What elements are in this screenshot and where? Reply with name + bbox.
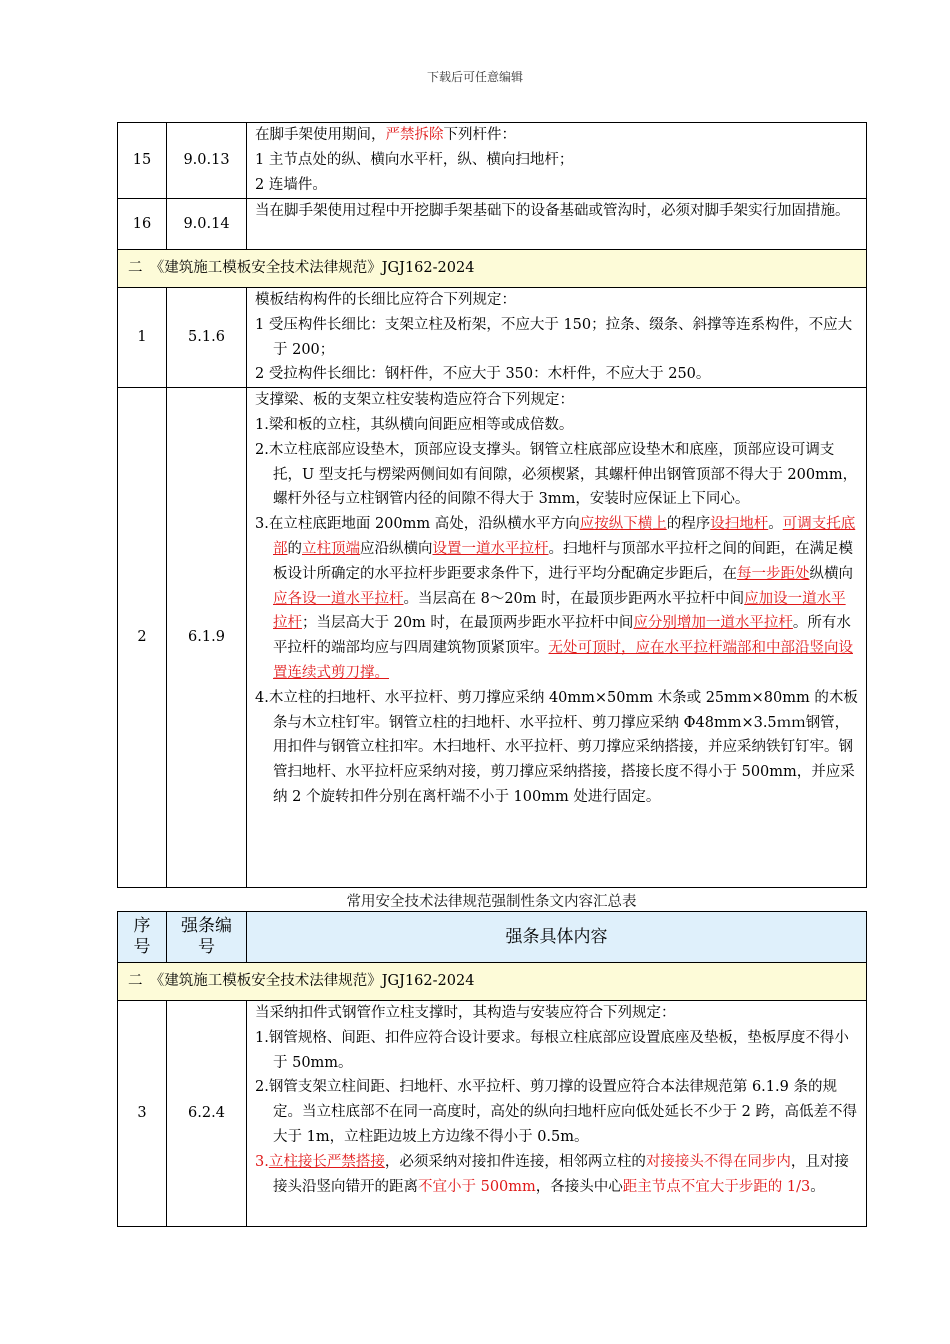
clause-text: 当在脚手架使用过程中开挖脚手架基础下的设备基础或管沟时，必须对脚手架实行加固措施。 xyxy=(255,203,850,219)
clause-text: 。所有水平拉杆的端部均应与四周建筑物顶紧顶牢。 xyxy=(273,615,851,657)
clause-number: 15 xyxy=(118,123,167,199)
clause-text: 。扫地杆与顶部水平拉杆之间的间距，在满足模板设计所确定的水平拉杆步距要求条件下，进行平均分配确定步距后，在 xyxy=(273,540,853,582)
clause-text: 2.木立柱底部应设垫木，顶部应设支撑头。钢管立柱底部应设垫木和底座，顶部应设可调支托，U 型支托与楞梁两侧间如有间隙，必须楔紧，其螺杆伸出钢管顶部不得大于 200mm，螺杆外径与立柱钢管内径的间隙不得大于 3mm，安装时应保证上下同心。 xyxy=(255,441,858,508)
clause-text: 当采纳扣件式钢管作立柱支撑时，其构造与安装应符合下列规定： xyxy=(255,1005,676,1021)
clause-number: 3 xyxy=(118,1001,167,1227)
clause-content xyxy=(247,199,867,250)
clause-text: 设扫地杆 xyxy=(710,516,769,533)
clause-text: 纵横向 xyxy=(809,565,853,582)
table-row xyxy=(118,388,867,888)
clause-text: 2 受拉构件长细比：钢杆件，不应大于 350：木杆件，不应大于 250。 xyxy=(255,366,711,383)
section-row xyxy=(118,250,867,288)
clause-line xyxy=(255,362,860,387)
table-row xyxy=(118,1001,867,1227)
clause-line xyxy=(255,199,860,224)
section-title: 二 《建筑施工模板安全技术法律规范》JGJ162-2024 xyxy=(118,963,867,1001)
clause-code: 6.2.4 xyxy=(167,1001,247,1227)
clause-text: 1 受压构件长细比：支架立柱及桁架，不应大于 150；拉条、缀条、斜撑等连系构件，不应大于 200； xyxy=(255,316,853,358)
clause-line xyxy=(255,148,860,173)
clause-text: 的 xyxy=(287,540,302,557)
clause-content xyxy=(247,288,867,388)
clause-text: 对接接头不得在同步内 xyxy=(645,1153,791,1170)
clause-line xyxy=(255,1150,860,1200)
clause-line xyxy=(255,388,860,413)
clause-text: 距主节点不宜大于步距的 1/3 xyxy=(622,1178,811,1195)
clause-text: ，必须采纳对接扣件连接，相邻两立柱的 xyxy=(384,1153,646,1170)
clause-text: 。 xyxy=(810,1178,825,1195)
clause-text: 立柱接长严禁搭接 xyxy=(268,1153,385,1170)
clause-text: ，各接头中心 xyxy=(535,1178,623,1195)
clause-text: 的程序 xyxy=(666,516,711,533)
clause-code: 9.0.14 xyxy=(167,199,247,250)
clause-text: 1.钢管规格、间距、扣件应符合设计要求。每根立柱底部应设置底座及垫板，垫板厚度不得小于 50mm。 xyxy=(255,1029,849,1071)
regulation-table-1 xyxy=(117,122,867,888)
clause-content xyxy=(247,123,867,199)
table-row xyxy=(118,288,867,388)
clause-text: ，且对接接头沿竖向错开的距离 xyxy=(273,1153,849,1195)
clause-code: 9.0.13 xyxy=(167,123,247,199)
clause-line xyxy=(255,1075,860,1149)
clause-text: ；当层高大于 20m 时，在最顶两步距水平拉杆中间 xyxy=(302,615,634,632)
table-row xyxy=(118,199,867,250)
clause-text: 。 xyxy=(768,516,783,533)
clause-text: 应各设一道水平拉杆 xyxy=(273,590,404,607)
clause-text: 1 主节点处的纵、横向水平杆，纵、横向扫地杆； xyxy=(255,151,574,168)
clause-text: 支撑梁、板的支架立柱安装构造应符合下列规定： xyxy=(255,392,574,409)
clause-text: 立柱顶端 xyxy=(302,540,360,557)
clause-text: 无处可顶时，应在水平拉杆端部和中部沿竖向设置连续式剪刀撑。 xyxy=(273,640,853,681)
clause-number: 16 xyxy=(118,199,167,250)
clause-text: 。当层高在 8～20m 时，在最顶步距两水平拉杆中间 xyxy=(403,590,745,607)
clause-text: 应分别增加一道水平拉杆 xyxy=(633,615,793,632)
clause-text: 2.钢管支架立柱间距、扫地杆、水平拉杆、剪刀撑的设置应符合本法律规范第 6.1.9 条的规定。当立柱底部不在同一高度时，高处的纵向扫地杆应向低处延长不少于 2 跨，高低差不得大于 1m，立柱距边坡上方边缘不得小于 0.5m。 xyxy=(255,1079,857,1145)
clause-text: 下列杆件： xyxy=(443,127,516,143)
header-no: 序号 xyxy=(118,912,167,963)
clause-line xyxy=(255,413,860,438)
clause-text: 2 连墙件。 xyxy=(255,176,327,193)
clause-text: 3. xyxy=(255,1153,269,1170)
clause-text: 每一步距处 xyxy=(737,565,810,582)
regulation-table-2 xyxy=(117,911,867,1227)
table-caption: 常用安全技术法律规范强制性条文内容汇总表 xyxy=(346,894,637,910)
header-row xyxy=(118,912,867,963)
clause-text: 应按纵下横上 xyxy=(579,516,667,533)
section-row xyxy=(118,963,867,1001)
clause-text: 设置一道水平拉杆 xyxy=(432,540,549,557)
clause-text: 1.梁和板的立柱，其纵横向间距应相等或成倍数。 xyxy=(255,416,574,433)
header-code: 强条编号 xyxy=(167,912,247,963)
clause-line xyxy=(255,123,860,148)
clause-number: 1 xyxy=(118,288,167,388)
clause-text: 严禁拆除 xyxy=(385,127,444,143)
clause-line xyxy=(255,438,860,512)
header-content: 强条具体内容 xyxy=(247,912,867,963)
section-title: 二 《建筑施工模板安全技术法律规范》JGJ162-2024 xyxy=(118,250,867,288)
clause-line xyxy=(255,1026,860,1076)
clause-line xyxy=(255,686,860,810)
clause-line xyxy=(255,313,860,363)
clause-text: 4.木立柱的扫地杆、水平拉杆、剪刀撑应采纳 40mm×50mm 木条或 25mm×80mm 的木板条与木立柱钉牢。钢管立柱的扫地杆、水平拉杆、剪刀撑应采纳 Φ48mm×3.5ｍｍ钢管，用扣件与钢管立柱扣牢。木扫地杆、水平拉杆、剪刀撑应采纳搭接，并应采纳铁钉钉牢。钢管扫地杆、水平拉杆应采纳对接，剪刀撑应采纳搭接，搭接长度不得小于 500mm，并应采纳 2 个旋转扣件分别在离杆端不小于 100mm 处进行固定。 xyxy=(255,689,858,805)
clause-text: 应加设一道水平拉杆 xyxy=(273,590,846,632)
clause-text: 在脚手架使用期间， xyxy=(255,127,386,143)
table-row xyxy=(118,123,867,199)
clause-code: 5.1.6 xyxy=(167,288,247,388)
clause-text: 应沿纵横向 xyxy=(360,540,433,557)
clause-line xyxy=(255,1001,860,1026)
clause-text: 不宜小于 500mm xyxy=(418,1178,536,1195)
page-header: 下载后可任意编辑 xyxy=(426,70,523,84)
clause-content xyxy=(247,388,867,888)
clause-number: 2 xyxy=(118,388,167,888)
clause-text: 3.在立柱底距地面 200mm 高处，沿纵横水平方向 xyxy=(255,516,580,533)
clause-text: 可调支托底部 xyxy=(273,516,856,557)
clause-line xyxy=(255,512,860,686)
clause-line xyxy=(255,173,860,198)
clause-text: 模板结构构件的长细比应符合下列规定： xyxy=(255,292,516,308)
clause-code: 6.1.9 xyxy=(167,388,247,888)
clause-content xyxy=(247,1001,867,1227)
clause-line xyxy=(255,288,860,313)
